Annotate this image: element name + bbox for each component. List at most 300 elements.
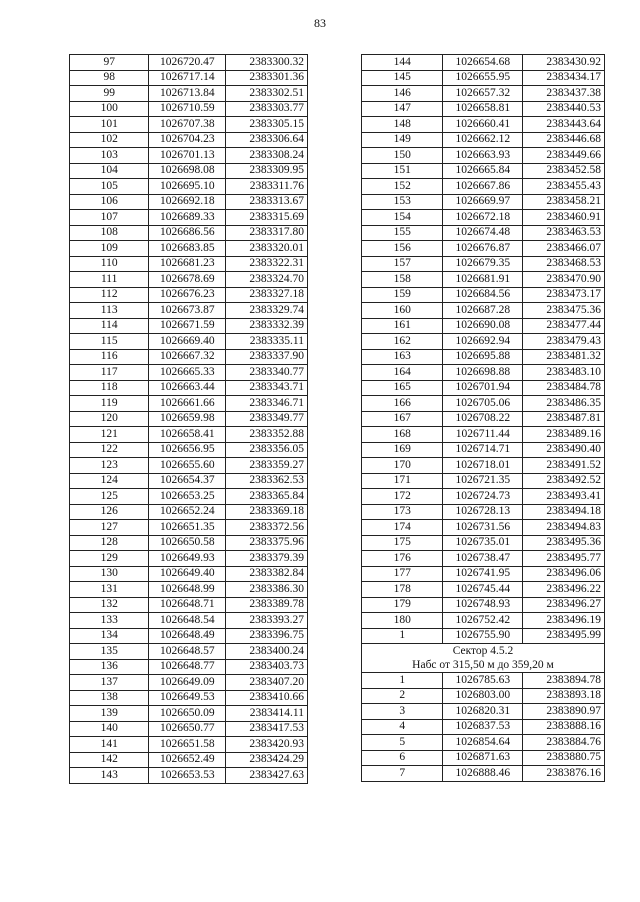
point-number-cell: 127	[70, 520, 149, 536]
y-coordinate-cell: 2383400.24	[226, 644, 308, 660]
point-number-cell: 124	[70, 473, 149, 489]
y-coordinate-cell: 2383356.05	[226, 442, 308, 458]
point-number-cell: 173	[362, 504, 443, 520]
point-number-cell: 1	[362, 673, 443, 689]
point-number-cell: 172	[362, 489, 443, 505]
point-number-cell: 133	[70, 613, 149, 629]
point-number-cell: 119	[70, 396, 149, 412]
point-number-cell: 122	[70, 442, 149, 458]
x-coordinate-cell: 1026687.28	[443, 303, 523, 319]
x-coordinate-cell: 1026803.00	[443, 688, 523, 704]
y-coordinate-cell: 2383372.56	[226, 520, 308, 536]
y-coordinate-cell: 2383894.78	[523, 673, 605, 689]
y-coordinate-cell: 2383379.39	[226, 551, 308, 567]
x-coordinate-cell: 1026673.87	[149, 303, 226, 319]
y-coordinate-cell: 2383403.73	[226, 659, 308, 675]
point-number-cell: 135	[70, 644, 149, 660]
x-coordinate-cell: 1026721.35	[443, 473, 523, 489]
x-coordinate-cell: 1026717.14	[149, 70, 226, 86]
x-coordinate-cell: 1026658.81	[443, 101, 523, 117]
y-coordinate-cell: 2383337.90	[226, 349, 308, 365]
table-row	[362, 735, 605, 751]
point-number-cell: 121	[70, 427, 149, 443]
y-coordinate-cell: 2383483.10	[523, 365, 605, 381]
point-number-cell: 112	[70, 287, 149, 303]
point-number-cell: 115	[70, 334, 149, 350]
y-coordinate-cell: 2383495.36	[523, 535, 605, 551]
x-coordinate-cell: 1026660.41	[443, 117, 523, 133]
table-row	[362, 673, 605, 689]
point-number-cell: 3	[362, 704, 443, 720]
point-number-cell: 2	[362, 688, 443, 704]
table-row	[362, 489, 605, 505]
point-number-cell: 126	[70, 504, 149, 520]
y-coordinate-cell: 2383359.27	[226, 458, 308, 474]
section-header-cell	[362, 644, 605, 673]
point-number-cell: 5	[362, 735, 443, 751]
table-row	[70, 210, 308, 226]
y-coordinate-cell: 2383414.11	[226, 706, 308, 722]
table-row	[70, 148, 308, 164]
table-row	[362, 551, 605, 567]
y-coordinate-cell: 2383343.71	[226, 380, 308, 396]
point-number-cell: 144	[362, 55, 443, 71]
table-row	[70, 659, 308, 675]
y-coordinate-cell: 2383311.76	[226, 179, 308, 195]
point-number-cell: 150	[362, 148, 443, 164]
x-coordinate-cell: 1026713.84	[149, 86, 226, 102]
point-number-cell: 102	[70, 132, 149, 148]
table-row	[70, 628, 308, 644]
y-coordinate-cell: 2383424.29	[226, 752, 308, 768]
y-coordinate-cell: 2383302.51	[226, 86, 308, 102]
x-coordinate-cell: 1026649.40	[149, 566, 226, 582]
x-coordinate-cell: 1026669.97	[443, 194, 523, 210]
table-row	[70, 70, 308, 86]
point-number-cell: 166	[362, 396, 443, 412]
x-coordinate-cell: 1026648.54	[149, 613, 226, 629]
y-coordinate-cell: 2383496.22	[523, 582, 605, 598]
point-number-cell: 99	[70, 86, 149, 102]
x-coordinate-cell: 1026652.49	[149, 752, 226, 768]
point-number-cell: 132	[70, 597, 149, 613]
y-coordinate-cell: 2383346.71	[226, 396, 308, 412]
x-coordinate-cell: 1026708.22	[443, 411, 523, 427]
table-row	[362, 566, 605, 582]
y-coordinate-cell: 2383466.07	[523, 241, 605, 257]
y-coordinate-cell: 2383475.36	[523, 303, 605, 319]
table-row	[362, 688, 605, 704]
y-coordinate-cell: 2383437.38	[523, 86, 605, 102]
x-coordinate-cell: 1026678.69	[149, 272, 226, 288]
x-coordinate-cell: 1026656.95	[149, 442, 226, 458]
table-row	[362, 210, 605, 226]
y-coordinate-cell: 2383496.19	[523, 613, 605, 629]
table-row	[70, 613, 308, 629]
table-row	[362, 86, 605, 102]
table-row	[362, 719, 605, 735]
x-coordinate-cell: 1026662.12	[443, 132, 523, 148]
table-row	[362, 225, 605, 241]
y-coordinate-cell: 2383365.84	[226, 489, 308, 505]
point-number-cell: 149	[362, 132, 443, 148]
point-number-cell: 159	[362, 287, 443, 303]
y-coordinate-cell: 2383468.53	[523, 256, 605, 272]
x-coordinate-cell: 1026649.93	[149, 551, 226, 567]
x-coordinate-cell: 1026690.08	[443, 318, 523, 334]
y-coordinate-cell: 2383455.43	[523, 179, 605, 195]
x-coordinate-cell: 1026674.48	[443, 225, 523, 241]
point-number-cell: 97	[70, 55, 149, 71]
y-coordinate-cell: 2383473.17	[523, 287, 605, 303]
table-row	[362, 442, 605, 458]
point-number-cell: 118	[70, 380, 149, 396]
table-row	[362, 194, 605, 210]
y-coordinate-cell: 2383393.27	[226, 613, 308, 629]
y-coordinate-cell: 2383434.17	[523, 70, 605, 86]
x-coordinate-cell: 1026748.93	[443, 597, 523, 613]
x-coordinate-cell: 1026654.68	[443, 55, 523, 71]
table-row	[70, 597, 308, 613]
x-coordinate-cell: 1026707.38	[149, 117, 226, 133]
point-number-cell: 169	[362, 442, 443, 458]
y-coordinate-cell: 2383315.69	[226, 210, 308, 226]
table-row	[362, 535, 605, 551]
point-number-cell: 148	[362, 117, 443, 133]
y-coordinate-cell: 2383322.31	[226, 256, 308, 272]
y-coordinate-cell: 2383490.40	[523, 442, 605, 458]
table-row	[70, 442, 308, 458]
x-coordinate-cell: 1026663.93	[443, 148, 523, 164]
point-number-cell: 130	[70, 566, 149, 582]
point-number-cell: 156	[362, 241, 443, 257]
table-row	[70, 644, 308, 660]
x-coordinate-cell: 1026692.94	[443, 334, 523, 350]
table-row	[70, 380, 308, 396]
point-number-cell: 103	[70, 148, 149, 164]
table-row	[362, 704, 605, 720]
y-coordinate-cell: 2383494.83	[523, 520, 605, 536]
x-coordinate-cell: 1026667.86	[443, 179, 523, 195]
x-coordinate-cell: 1026671.59	[149, 318, 226, 334]
x-coordinate-cell: 1026738.47	[443, 551, 523, 567]
table-row	[362, 241, 605, 257]
table-row	[70, 427, 308, 443]
point-number-cell: 157	[362, 256, 443, 272]
point-number-cell: 160	[362, 303, 443, 319]
x-coordinate-cell: 1026657.32	[443, 86, 523, 102]
table-row	[362, 334, 605, 350]
point-number-cell: 151	[362, 163, 443, 179]
point-number-cell: 177	[362, 566, 443, 582]
table-row	[362, 148, 605, 164]
x-coordinate-cell: 1026710.59	[149, 101, 226, 117]
point-number-cell: 128	[70, 535, 149, 551]
y-coordinate-cell: 2383470.90	[523, 272, 605, 288]
y-coordinate-cell: 2383309.95	[226, 163, 308, 179]
table-row	[362, 101, 605, 117]
point-number-cell: 120	[70, 411, 149, 427]
x-coordinate-cell: 1026649.09	[149, 675, 226, 691]
table-row	[70, 504, 308, 520]
x-coordinate-cell: 1026731.56	[443, 520, 523, 536]
table-row	[70, 256, 308, 272]
point-number-cell: 131	[70, 582, 149, 598]
y-coordinate-cell: 2383491.52	[523, 458, 605, 474]
x-coordinate-cell: 1026648.57	[149, 644, 226, 660]
table-row	[362, 597, 605, 613]
y-coordinate-cell: 2383440.53	[523, 101, 605, 117]
y-coordinate-cell: 2383410.66	[226, 690, 308, 706]
x-coordinate-cell: 1026752.42	[443, 613, 523, 629]
point-number-cell: 117	[70, 365, 149, 381]
y-coordinate-cell: 2383301.36	[226, 70, 308, 86]
point-number-cell: 174	[362, 520, 443, 536]
x-coordinate-cell: 1026681.23	[149, 256, 226, 272]
x-coordinate-cell: 1026785.63	[443, 673, 523, 689]
table-row	[362, 163, 605, 179]
table-row	[70, 737, 308, 753]
y-coordinate-cell: 2383427.63	[226, 768, 308, 784]
table-row	[362, 179, 605, 195]
table-row	[362, 318, 605, 334]
point-number-cell: 142	[70, 752, 149, 768]
point-number-cell: 137	[70, 675, 149, 691]
y-coordinate-cell: 2383417.53	[226, 721, 308, 737]
y-coordinate-cell: 2383487.81	[523, 411, 605, 427]
x-coordinate-cell: 1026728.13	[443, 504, 523, 520]
x-coordinate-cell: 1026648.99	[149, 582, 226, 598]
point-number-cell: 153	[362, 194, 443, 210]
point-number-cell: 136	[70, 659, 149, 675]
y-coordinate-cell: 2383495.77	[523, 551, 605, 567]
point-number-cell: 108	[70, 225, 149, 241]
table-row	[70, 411, 308, 427]
point-number-cell: 111	[70, 272, 149, 288]
y-coordinate-cell: 2383477.44	[523, 318, 605, 334]
y-coordinate-cell: 2383386.30	[226, 582, 308, 598]
section-title: Сектор 4.5.2	[452, 645, 514, 657]
y-coordinate-cell: 2383481.32	[523, 349, 605, 365]
table-row	[70, 582, 308, 598]
point-number-cell: 178	[362, 582, 443, 598]
y-coordinate-cell: 2383335.11	[226, 334, 308, 350]
y-coordinate-cell: 2383888.16	[523, 719, 605, 735]
table-row	[362, 287, 605, 303]
point-number-cell: 7	[362, 766, 443, 782]
point-number-cell: 1	[362, 628, 443, 644]
table-row	[70, 473, 308, 489]
x-coordinate-cell: 1026701.13	[149, 148, 226, 164]
point-number-cell: 101	[70, 117, 149, 133]
y-coordinate-cell: 2383460.91	[523, 210, 605, 226]
table-row	[362, 396, 605, 412]
point-number-cell: 170	[362, 458, 443, 474]
x-coordinate-cell: 1026667.32	[149, 349, 226, 365]
y-coordinate-cell: 2383332.39	[226, 318, 308, 334]
x-coordinate-cell: 1026661.66	[149, 396, 226, 412]
table-row	[362, 55, 605, 71]
point-number-cell: 145	[362, 70, 443, 86]
point-number-cell: 105	[70, 179, 149, 195]
x-coordinate-cell: 1026689.33	[149, 210, 226, 226]
x-coordinate-cell: 1026888.46	[443, 766, 523, 782]
table-row	[70, 163, 308, 179]
point-number-cell: 141	[70, 737, 149, 753]
x-coordinate-cell: 1026650.09	[149, 706, 226, 722]
table-row	[70, 458, 308, 474]
x-coordinate-cell: 1026650.77	[149, 721, 226, 737]
x-coordinate-cell: 1026695.10	[149, 179, 226, 195]
x-coordinate-cell: 1026683.85	[149, 241, 226, 257]
x-coordinate-cell: 1026681.91	[443, 272, 523, 288]
x-coordinate-cell: 1026669.40	[149, 334, 226, 350]
point-number-cell: 161	[362, 318, 443, 334]
point-number-cell: 106	[70, 194, 149, 210]
point-number-cell: 180	[362, 613, 443, 629]
point-number-cell: 134	[70, 628, 149, 644]
point-number-cell: 163	[362, 349, 443, 365]
table-row	[362, 365, 605, 381]
y-coordinate-cell: 2383430.92	[523, 55, 605, 71]
point-number-cell: 147	[362, 101, 443, 117]
point-number-cell: 175	[362, 535, 443, 551]
table-row	[362, 504, 605, 520]
point-number-cell: 116	[70, 349, 149, 365]
point-number-cell: 100	[70, 101, 149, 117]
x-coordinate-cell: 1026698.88	[443, 365, 523, 381]
point-number-cell: 171	[362, 473, 443, 489]
table-row	[362, 132, 605, 148]
x-coordinate-cell: 1026692.18	[149, 194, 226, 210]
point-number-cell: 155	[362, 225, 443, 241]
y-coordinate-cell: 2383317.80	[226, 225, 308, 241]
x-coordinate-cell: 1026650.58	[149, 535, 226, 551]
table-row	[362, 628, 605, 644]
x-coordinate-cell: 1026720.47	[149, 55, 226, 71]
point-number-cell: 4	[362, 719, 443, 735]
y-coordinate-cell: 2383890.97	[523, 704, 605, 720]
y-coordinate-cell: 2383452.58	[523, 163, 605, 179]
x-coordinate-cell: 1026659.98	[149, 411, 226, 427]
point-number-cell: 179	[362, 597, 443, 613]
point-number-cell: 113	[70, 303, 149, 319]
x-coordinate-cell: 1026665.33	[149, 365, 226, 381]
y-coordinate-cell: 2383407.20	[226, 675, 308, 691]
x-coordinate-cell: 1026665.84	[443, 163, 523, 179]
table-row	[362, 750, 605, 766]
y-coordinate-cell: 2383369.18	[226, 504, 308, 520]
table-row	[362, 766, 605, 782]
y-coordinate-cell: 2383484.78	[523, 380, 605, 396]
x-coordinate-cell: 1026745.44	[443, 582, 523, 598]
table-row	[70, 752, 308, 768]
table-row	[70, 520, 308, 536]
point-number-cell: 165	[362, 380, 443, 396]
table-row	[70, 768, 308, 784]
table-row	[362, 303, 605, 319]
table-row	[362, 520, 605, 536]
table-row	[70, 101, 308, 117]
x-coordinate-cell: 1026686.56	[149, 225, 226, 241]
x-coordinate-cell: 1026676.87	[443, 241, 523, 257]
y-coordinate-cell: 2383446.68	[523, 132, 605, 148]
y-coordinate-cell: 2383486.35	[523, 396, 605, 412]
table-row	[70, 334, 308, 350]
table-row	[362, 473, 605, 489]
table-row	[362, 272, 605, 288]
table-row	[70, 706, 308, 722]
y-coordinate-cell: 2383880.75	[523, 750, 605, 766]
x-coordinate-cell: 1026705.06	[443, 396, 523, 412]
y-coordinate-cell: 2383494.18	[523, 504, 605, 520]
x-coordinate-cell: 1026837.53	[443, 719, 523, 735]
table-row	[70, 287, 308, 303]
table-row	[70, 318, 308, 334]
y-coordinate-cell: 2383303.77	[226, 101, 308, 117]
x-coordinate-cell: 1026714.71	[443, 442, 523, 458]
y-coordinate-cell: 2383349.77	[226, 411, 308, 427]
y-coordinate-cell: 2383362.53	[226, 473, 308, 489]
table-row	[362, 380, 605, 396]
x-coordinate-cell: 1026672.18	[443, 210, 523, 226]
x-coordinate-cell: 1026741.95	[443, 566, 523, 582]
x-coordinate-cell: 1026755.90	[443, 628, 523, 644]
table-row	[362, 411, 605, 427]
y-coordinate-cell: 2383306.64	[226, 132, 308, 148]
point-number-cell: 176	[362, 551, 443, 567]
table-row	[70, 179, 308, 195]
table-row	[70, 551, 308, 567]
y-coordinate-cell: 2383496.06	[523, 566, 605, 582]
table-row	[70, 225, 308, 241]
point-number-cell: 164	[362, 365, 443, 381]
x-coordinate-cell: 1026701.94	[443, 380, 523, 396]
x-coordinate-cell: 1026658.41	[149, 427, 226, 443]
x-coordinate-cell: 1026651.35	[149, 520, 226, 536]
table-row	[70, 117, 308, 133]
y-coordinate-cell: 2383449.66	[523, 148, 605, 164]
table-row	[362, 427, 605, 443]
section-header-row	[362, 644, 605, 673]
y-coordinate-cell: 2383320.01	[226, 241, 308, 257]
point-number-cell: 152	[362, 179, 443, 195]
table-row	[70, 303, 308, 319]
table-row	[70, 675, 308, 691]
y-coordinate-cell: 2383313.67	[226, 194, 308, 210]
table-row	[70, 365, 308, 381]
table-row	[362, 70, 605, 86]
point-number-cell: 138	[70, 690, 149, 706]
table-row	[70, 86, 308, 102]
x-coordinate-cell: 1026704.23	[149, 132, 226, 148]
table-row	[362, 458, 605, 474]
table-row	[70, 690, 308, 706]
x-coordinate-cell: 1026684.56	[443, 287, 523, 303]
x-coordinate-cell: 1026655.60	[149, 458, 226, 474]
x-coordinate-cell: 1026695.88	[443, 349, 523, 365]
point-number-cell: 168	[362, 427, 443, 443]
y-coordinate-cell: 2383396.75	[226, 628, 308, 644]
point-number-cell: 109	[70, 241, 149, 257]
table-row	[70, 132, 308, 148]
y-coordinate-cell: 2383300.32	[226, 55, 308, 71]
x-coordinate-cell: 1026871.63	[443, 750, 523, 766]
y-coordinate-cell: 2383479.43	[523, 334, 605, 350]
x-coordinate-cell: 1026854.64	[443, 735, 523, 751]
coordinates-table-right	[361, 54, 605, 782]
y-coordinate-cell: 2383493.41	[523, 489, 605, 505]
